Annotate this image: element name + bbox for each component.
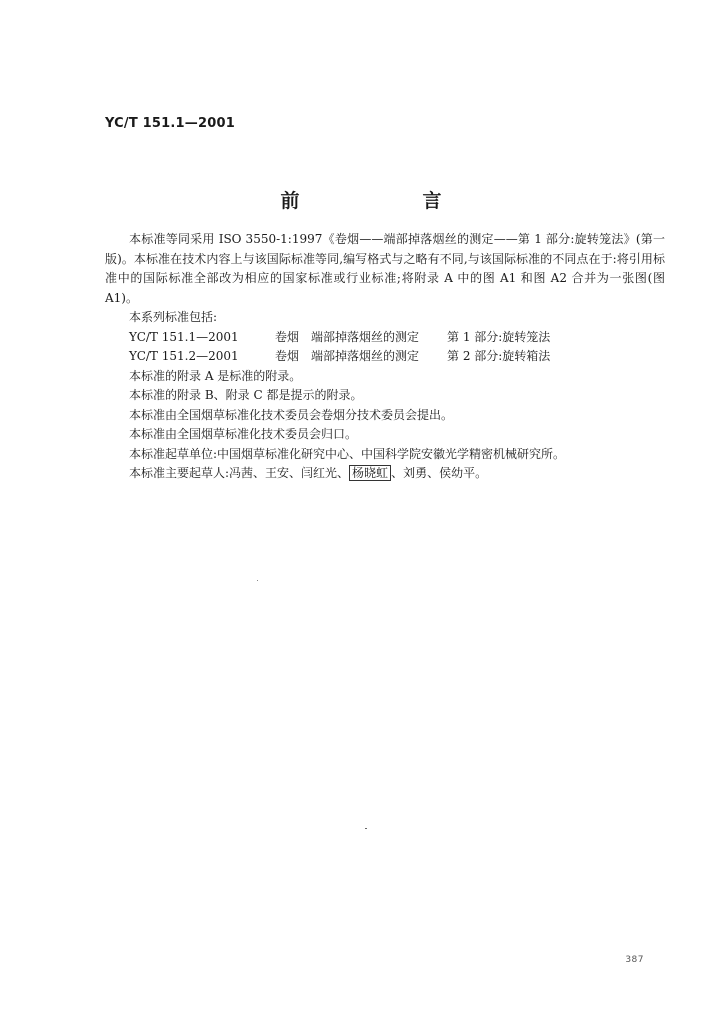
series-name: 端部掉落烟丝的测定 [311,349,420,363]
series-code: YC/T 151.2—2001 [129,349,239,363]
scan-speck [257,580,258,581]
page-title: 前 言 [280,190,494,212]
paragraph-appendix-a: 本标准的附录 A 是标准的附录。 [129,368,302,383]
series-part: 第 2 部分:旋转箱法 [447,349,551,363]
series-item [105,347,665,367]
paragraph-adoption: 本标准等同采用 ISO 3550-1:1997《卷烟——端部掉落烟丝的测定——第 1 部分:旋转笼法》(第一版)。本标准在技术内容上与该国际标准等同,编写格式与之略有不同,与该国际标准的不同点在于:将引用标准中的国际标准全部改为相应的国家标准或行业标准;将附录 A 中的图 A1 和图 A2 合并为一张图(图 A1)。 [105,232,665,305]
paragraph-appendix-bc: 本标准的附录 B、附录 C 都是提示的附录。 [129,388,363,402]
standard-code: YC/T 151.1—2001 [105,116,235,131]
drafter-boxed-name: 杨晓虹 [349,465,391,481]
foreword-body [105,230,665,484]
paragraph-series-intro: 本系列标准包括: [129,310,218,324]
paragraph-drafting-units: 本标准起草单位:中国烟草标准化研究中心、中国科学院安徽光学精密机械研究所。 [129,446,566,461]
series-category: 卷烟 [275,329,300,344]
paragraph-proposed-by: 本标准由全国烟草标准化技术委员会卷烟分技术委员会提出。 [129,407,454,422]
series-code: YC/T 151.1—2001 [129,329,239,344]
drafters-suffix: 、刘勇、侯幼平。 [391,466,488,480]
paragraph-drafters [105,464,665,484]
series-category: 卷烟 [275,349,300,363]
page-number: 387 [625,955,644,965]
drafters-prefix: 本标准主要起草人:冯茜、王安、闫红光、 [129,466,350,480]
scan-speck [365,828,367,829]
series-item [105,328,665,348]
paragraph-centralized-by: 本标准由全国烟草标准化技术委员会归口。 [129,427,358,441]
series-name: 端部掉落烟丝的测定 [311,329,420,344]
series-part: 第 1 部分:旋转笼法 [447,329,551,344]
